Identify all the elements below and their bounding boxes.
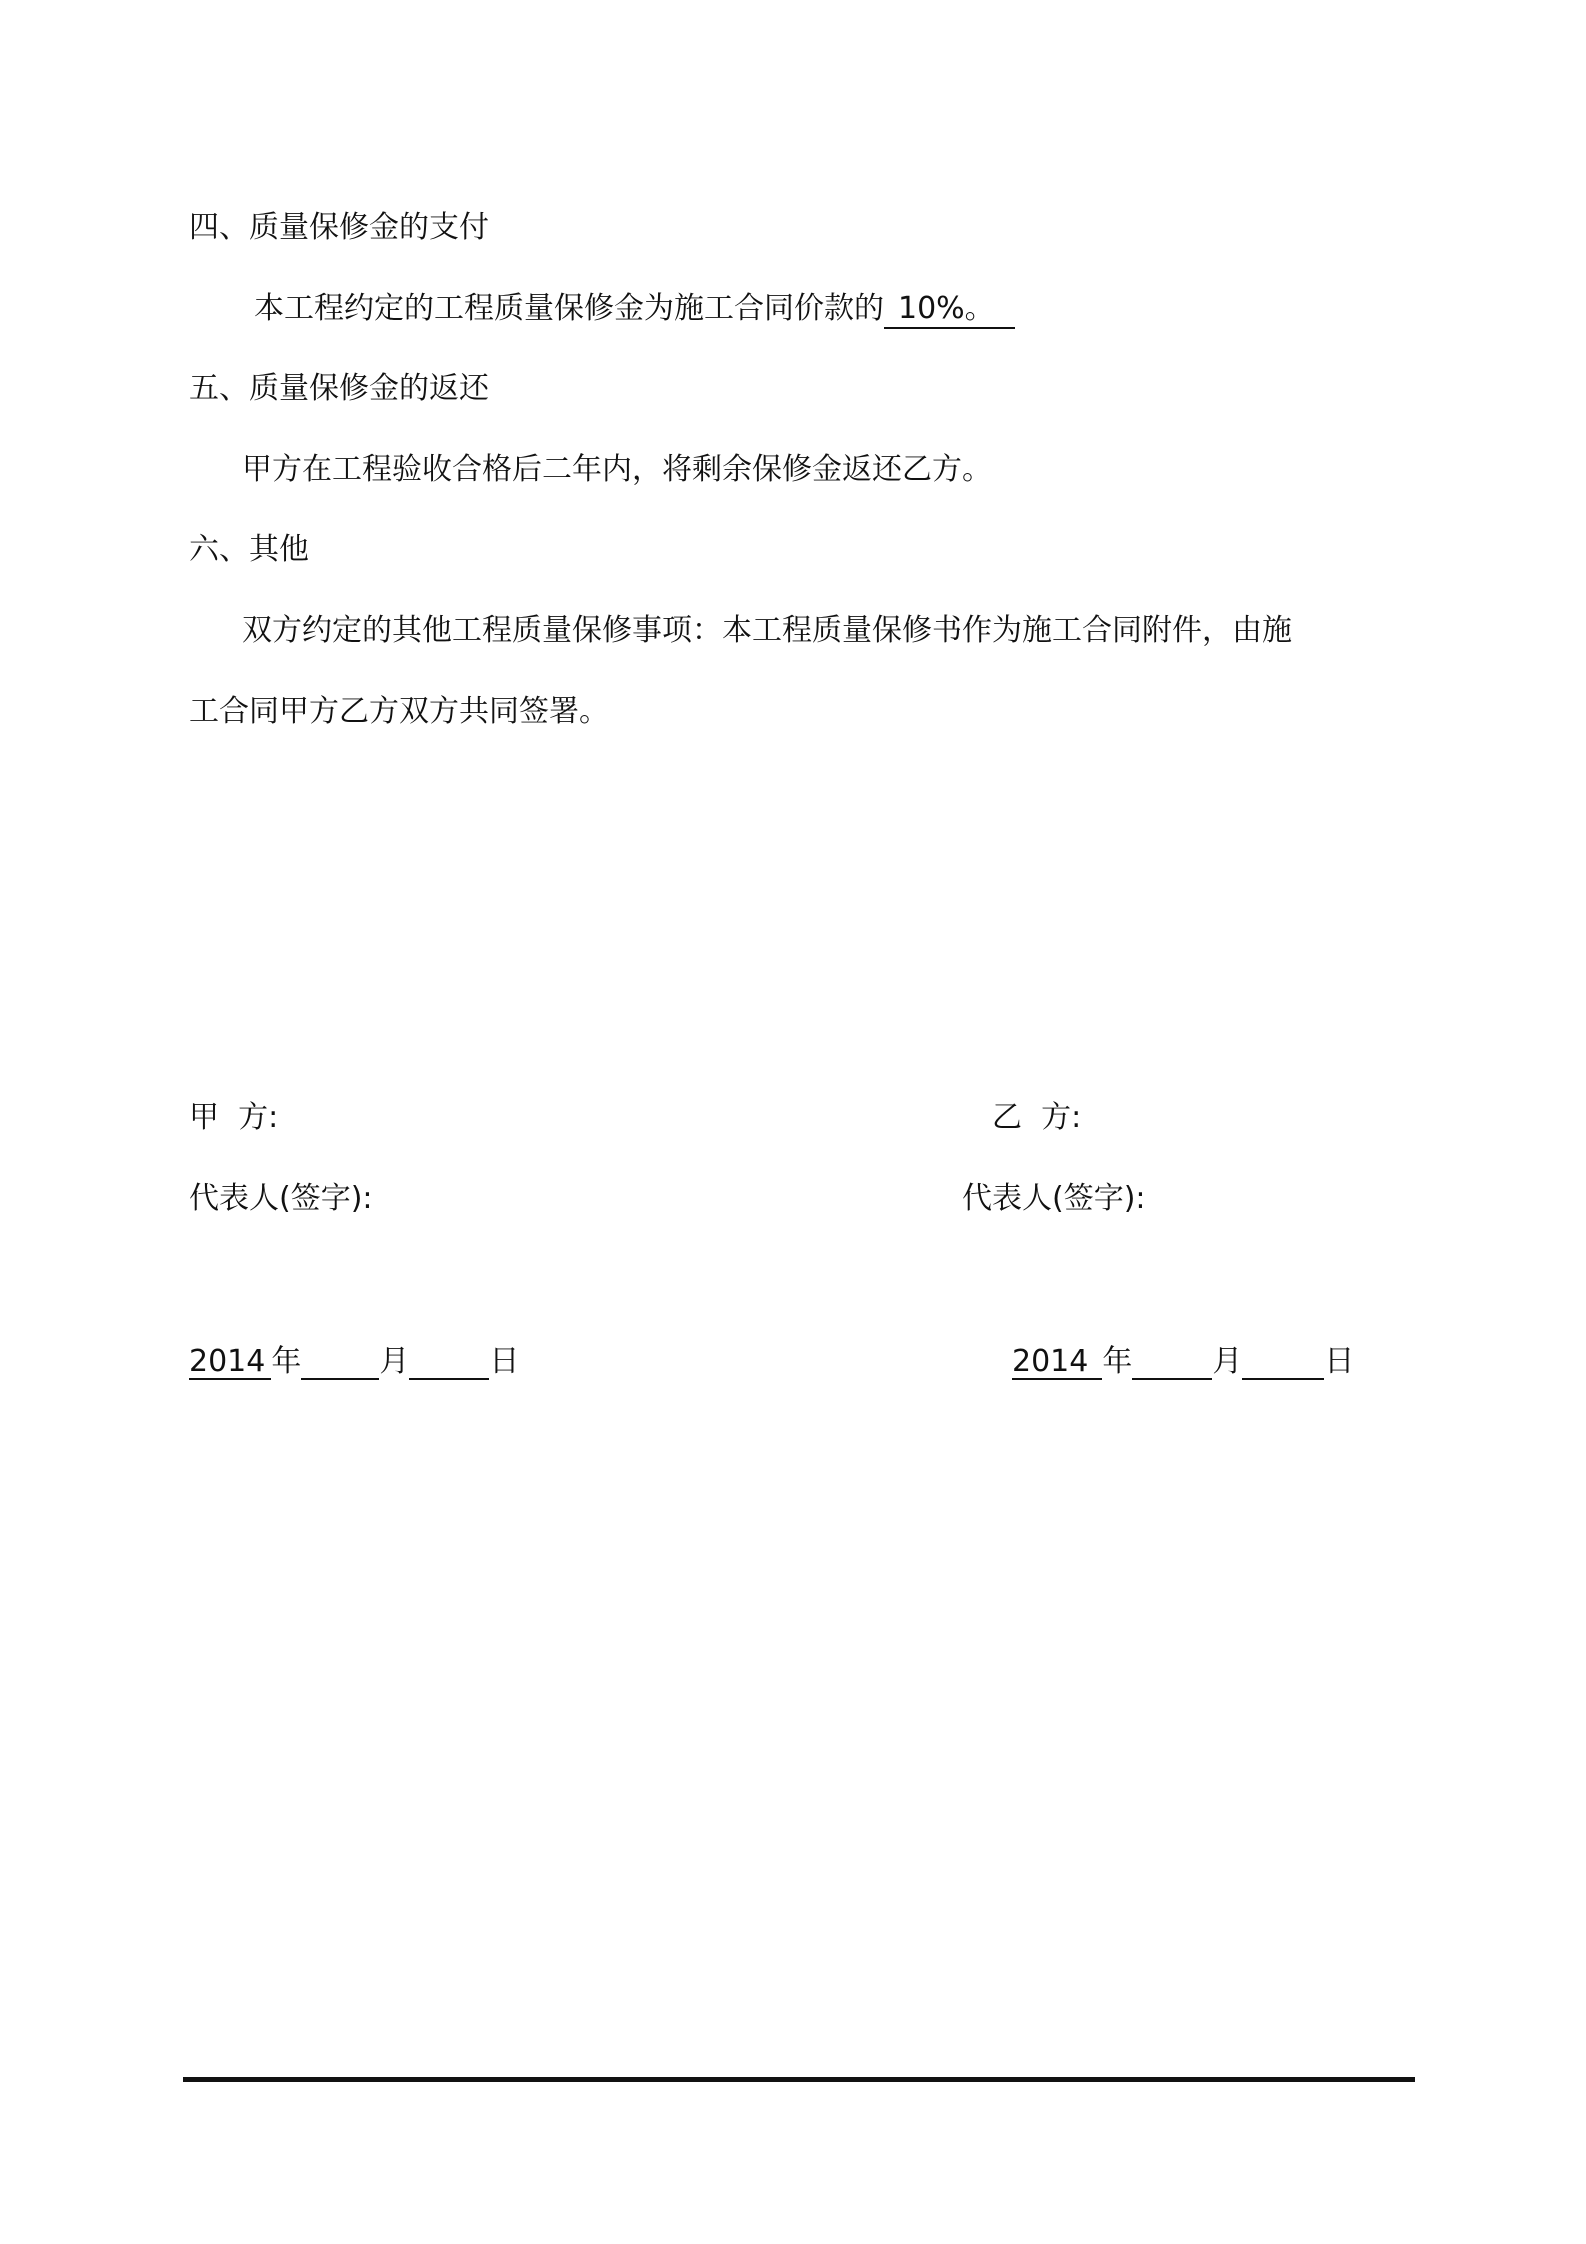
section-four-text: 本工程约定的工程质量保修金为施工合同价款的	[254, 291, 884, 326]
party-a-year-unit: 年	[271, 1344, 302, 1379]
party-b-date	[1012, 1342, 1354, 1382]
party-a-month-unit: 月	[379, 1344, 410, 1379]
warranty-rate-value: 10%。	[884, 291, 1015, 329]
party-b-year: 2014	[1012, 1342, 1102, 1380]
party-a-day-unit: 日	[489, 1344, 520, 1379]
party-a-representative-label: 代表人(签字):	[189, 1181, 373, 1216]
footer-rule	[183, 2077, 1415, 2082]
section-six-body-line1: 双方约定的其他工程质量保修事项：本工程质量保修书作为施工合同附件，由施	[242, 613, 1292, 648]
party-b-representative-label: 代表人(签字):	[962, 1181, 1146, 1216]
section-five-heading: 五、质量保修金的返还	[189, 371, 489, 406]
section-four-body	[254, 289, 1015, 329]
party-b-day-blank[interactable]	[1242, 1342, 1324, 1380]
section-six-body-line2: 工合同甲方乙方双方共同签署。	[189, 694, 609, 729]
party-a-year: 2014	[189, 1342, 271, 1380]
party-b-year-unit: 年	[1102, 1344, 1133, 1379]
party-b-day-unit: 日	[1324, 1344, 1355, 1379]
party-b-label: 乙 方:	[992, 1100, 1082, 1135]
party-a-date	[189, 1342, 519, 1382]
section-six-heading: 六、其他	[189, 532, 309, 567]
party-a-month-blank[interactable]	[301, 1342, 379, 1380]
section-five-body: 甲方在工程验收合格后二年内，将剩余保修金返还乙方。	[242, 452, 992, 487]
party-b-month-blank[interactable]	[1132, 1342, 1212, 1380]
party-a-day-blank[interactable]	[409, 1342, 489, 1380]
party-a-label: 甲 方:	[189, 1100, 279, 1135]
section-four-heading: 四、质量保修金的支付	[189, 210, 489, 245]
party-b-month-unit: 月	[1212, 1344, 1243, 1379]
